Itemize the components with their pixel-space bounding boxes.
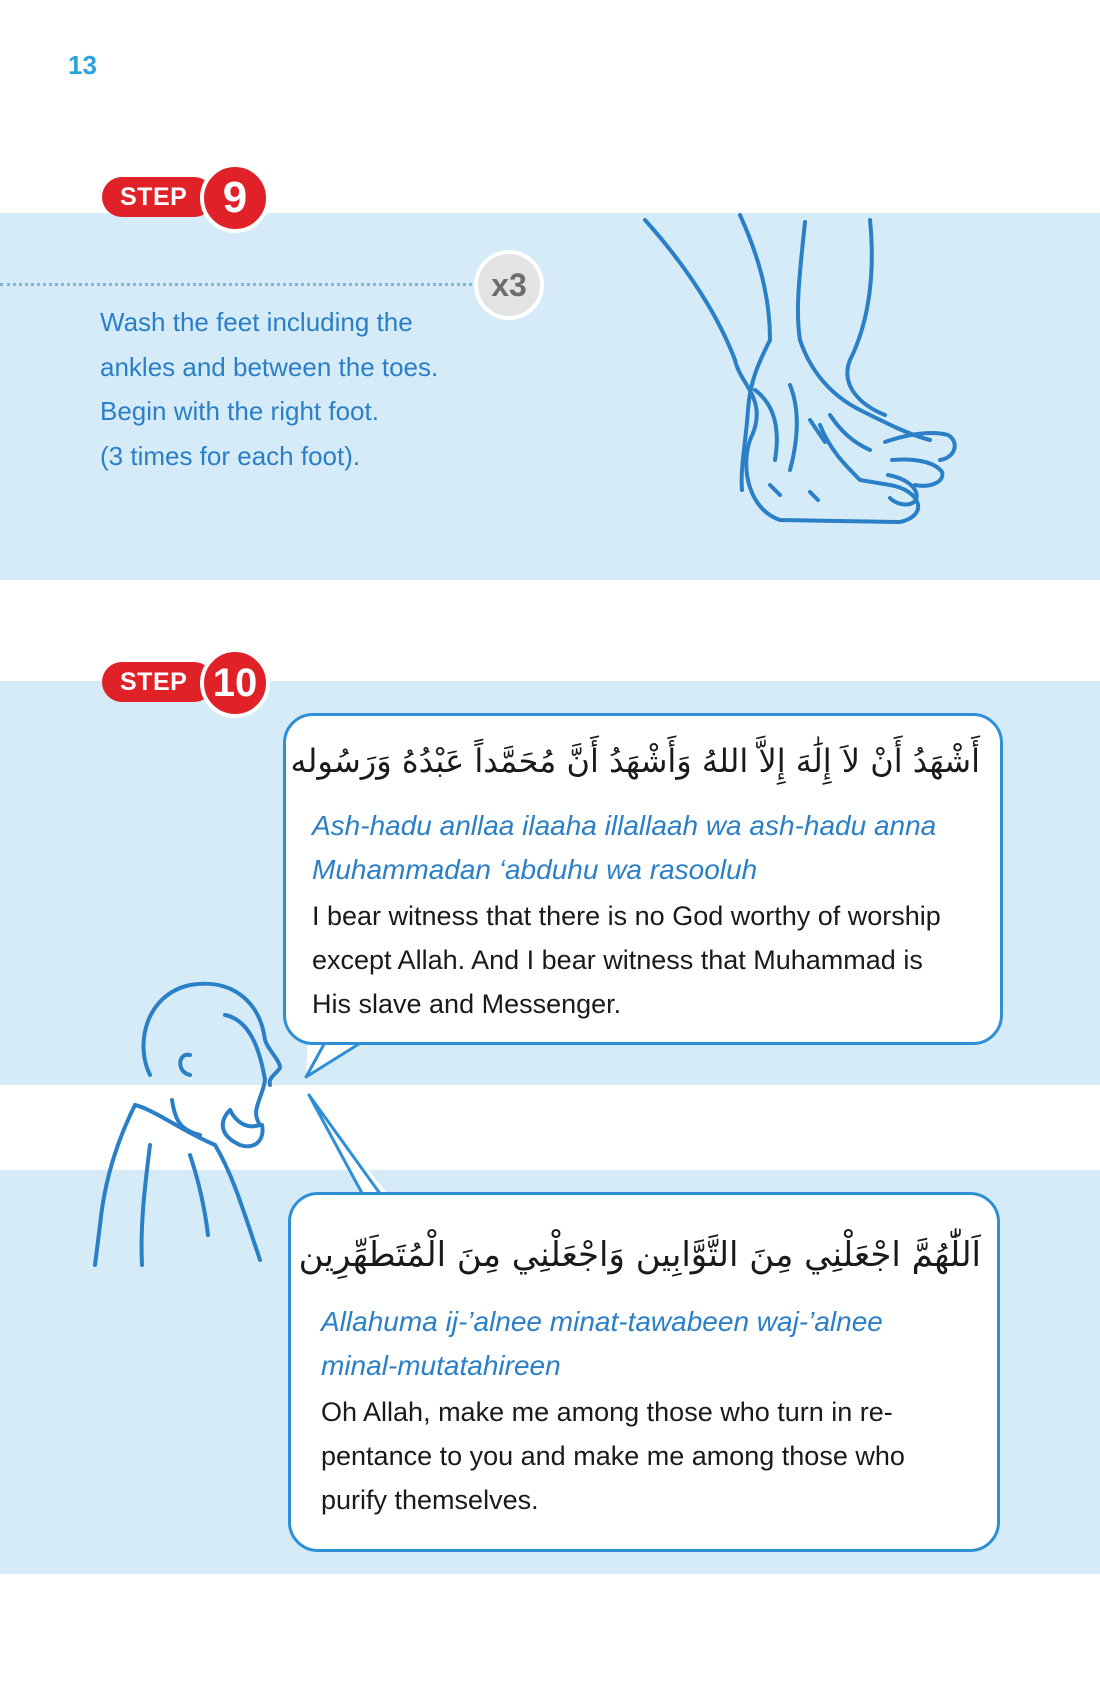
transliteration-line: Allahuma ij-’alnee minat-tawabeen waj-’alnee xyxy=(321,1306,883,1337)
translation-line: Oh Allah, make me among those who turn in re- xyxy=(321,1397,893,1427)
dua2-speech-bubble xyxy=(288,1192,1000,1552)
dua2-transliteration xyxy=(321,1300,987,1388)
step9-repeat-badge: x3 xyxy=(474,250,544,320)
translation-line: pentance to you and make me among those who xyxy=(321,1441,905,1471)
transliteration-line: minal-mutatahireen xyxy=(321,1350,561,1381)
translation-line: His slave and Messenger. xyxy=(312,989,622,1019)
page-number: 13 xyxy=(68,50,97,80)
transliteration-line: Ash-hadu anllaa ilaaha illallaah wa ash-hadu anna xyxy=(312,810,937,841)
dua1-transliteration xyxy=(312,804,996,892)
step9-label: STEP xyxy=(102,177,214,217)
instruction-line: (3 times for each foot). xyxy=(100,440,361,471)
step10-number: 10 xyxy=(200,648,270,718)
instruction-line: Begin with the right foot. xyxy=(100,396,379,426)
step9-instruction xyxy=(100,300,520,478)
dua1-arabic-text: أَشْهَدُ أَنْ لاَ إِلَٰهَ إِلاَّ اللهُ وَأَشْهَدُ أَنَّ مُحَمَّداً عَبْدُهُ وَرَسُوله xyxy=(290,742,980,780)
instruction-line: ankles and between the toes. xyxy=(100,351,439,382)
instruction-line: Wash the feet including the xyxy=(100,307,413,337)
washing-feet-icon xyxy=(630,210,1010,530)
dua2-arabic-text: اَللّٰهُمَّ اجْعَلْنِي مِنَ التَّوَّابِين وَاجْعَلْنِي مِنَ الْمُتَطَهِّرِين xyxy=(298,1235,981,1275)
dua1-speech-bubble xyxy=(283,713,1003,1045)
translation-line: purify themselves. xyxy=(321,1485,539,1515)
dua1-translation xyxy=(312,894,990,1026)
step9-number: 9 xyxy=(200,163,270,233)
translation-line: except Allah. And I bear witness that Muhammad is xyxy=(312,945,923,975)
translation-line: I bear witness that there is no God worthy of worship xyxy=(312,901,941,931)
step9-dotted-divider xyxy=(0,283,478,286)
transliteration-line: Muhammadan ‘abduhu wa rasooluh xyxy=(312,854,758,885)
bubble2-tail xyxy=(305,1095,395,1205)
step10-label: STEP xyxy=(102,662,214,702)
dua2-translation xyxy=(321,1390,987,1522)
